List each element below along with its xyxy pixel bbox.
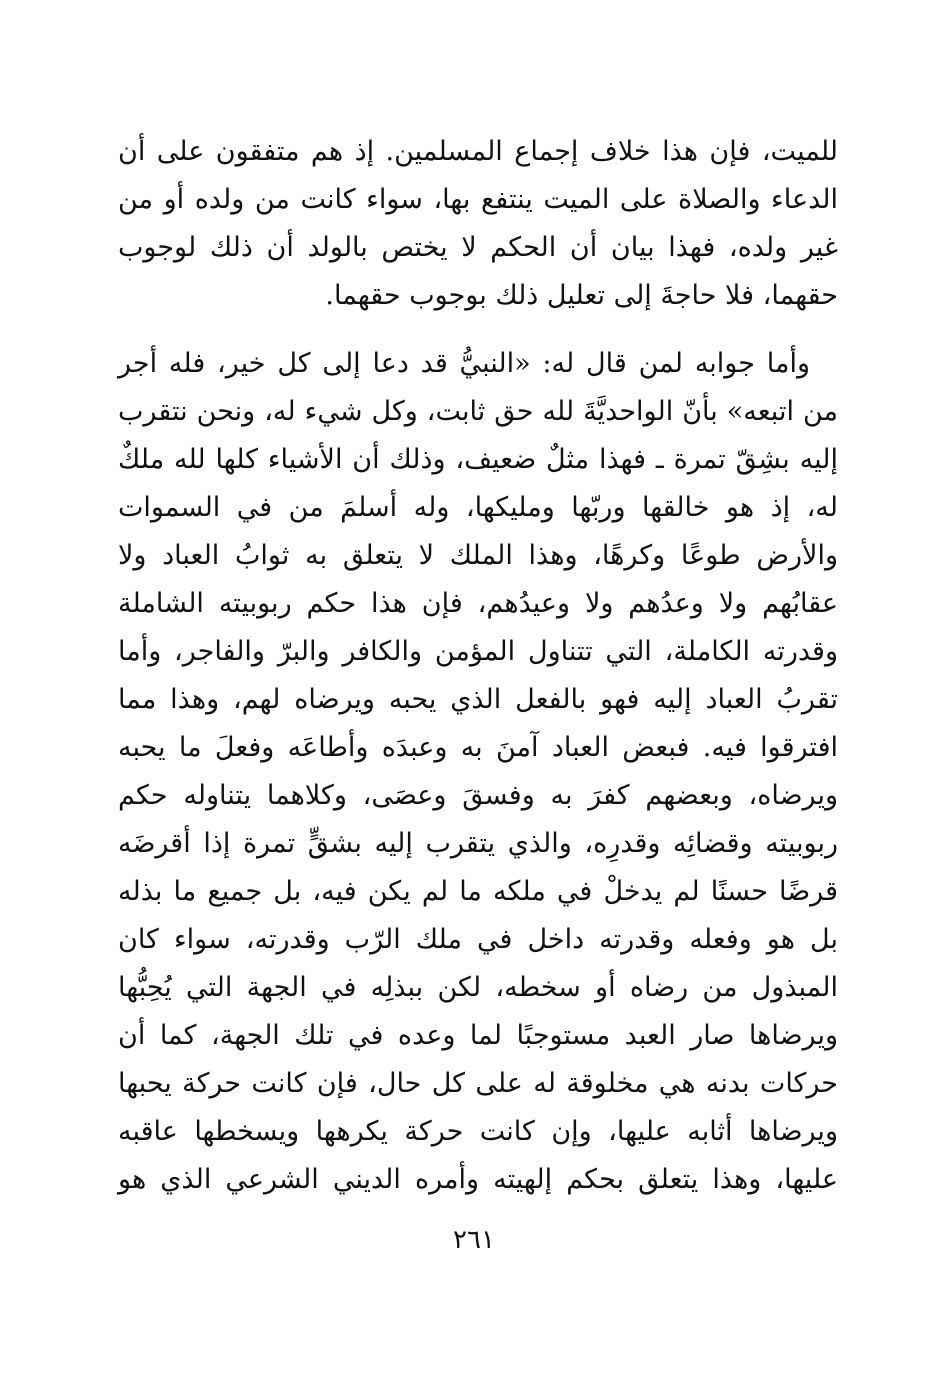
text-line: من اتبعه» بأنّ الواحديَّةَ لله حق ثابت، وكل شيء له، ونحن نتقرب xyxy=(118,396,838,427)
text-line: والأرض طوعًا وكرهًا، وهذا الملك لا يتعلق به ثوابُ العباد ولا xyxy=(118,540,838,571)
text-line: بل هو وفعله وقدرته داخل في ملك الرّب وقدرته، سواء كان xyxy=(118,924,838,955)
text-line: له، إذ هو خالقها وربّها ومليكها، وله أسلمَ من في السموات xyxy=(118,492,838,523)
text-line: وأما جوابه لمن قال له: «النبيُّ قد دعا إلى كل خير، فله أجر xyxy=(118,348,810,379)
text-line: ويرضاها أثابه عليها، وإن كانت حركة يكرهها ويسخطها عاقبه xyxy=(118,1116,838,1147)
text-line: عقابُهم ولا وعدُهم ولا وعيدُهم، فإن هذا حكم ربوبيته الشاملة xyxy=(118,588,838,619)
paragraph-2 xyxy=(118,340,838,1204)
text-line: إليه بشِقّ تمرة ـ فهذا مثلٌ ضعيف، وذلك أن الأشياء كلها لله ملكٌ xyxy=(118,444,838,475)
text-line: تقربُ العباد إليه فهو بالفعل الذي يحبه ويرضاه لهم، وهذا مما xyxy=(118,684,838,715)
text-line: افترقوا فيه. فبعض العباد آمنَ به وعبدَه وأطاعَه وفعلَ ما يحبه xyxy=(118,732,838,763)
text-line: ربوبيته وقضائِه وقدرِه، والذي يتقرب إليه بشقٍّ تمرة إذا أقرضَه xyxy=(118,828,838,859)
text-line: ويرضاه، وبعضهم كفرَ به وفسقَ وعصَى، وكلاهما يتناوله حكم xyxy=(118,780,838,811)
text-line: حركات بدنه هي مخلوقة له على كل حال، فإن كانت حركة يحبها xyxy=(118,1068,838,1099)
text-line: قرضًا حسنًا لم يدخلْ في ملكه ما لم يكن فيه، بل جميع ما بذله xyxy=(118,876,838,907)
text-line: حقهما، فلا حاجةَ إلى تعليل ذلك بوجوب حقهما. xyxy=(325,280,838,311)
text-line: عليها، وهذا يتعلق بحكم إلهيته وأمره الديني الشرعي الذي هو xyxy=(118,1164,838,1195)
text-line: ويرضاها صار العبد مستوجبًا لما وعده في تلك الجهة، كما أن xyxy=(118,1020,838,1051)
paragraph-1 xyxy=(118,128,838,320)
page-number: ٢٦١ xyxy=(453,1225,495,1255)
text-line: المبذول من رضاه أو سخطه، لكن ببذلِه في الجهة التي يُحِبُّها xyxy=(118,972,838,1003)
text-line: غير ولده، فهذا بيان أن الحكم لا يختص بالولد أن ذلك لوجوب xyxy=(118,232,838,263)
text-line: وقدرته الكاملة، التي تتناول المؤمن والكافر والبرّ والفاجر، وأما xyxy=(118,636,838,667)
text-line: الدعاء والصلاة على الميت ينتفع بها، سواء كانت من ولده أو من xyxy=(118,184,838,215)
text-line: للميت، فإن هذا خلاف إجماع المسلمين. إذ هم متفقون على أن xyxy=(118,136,838,167)
